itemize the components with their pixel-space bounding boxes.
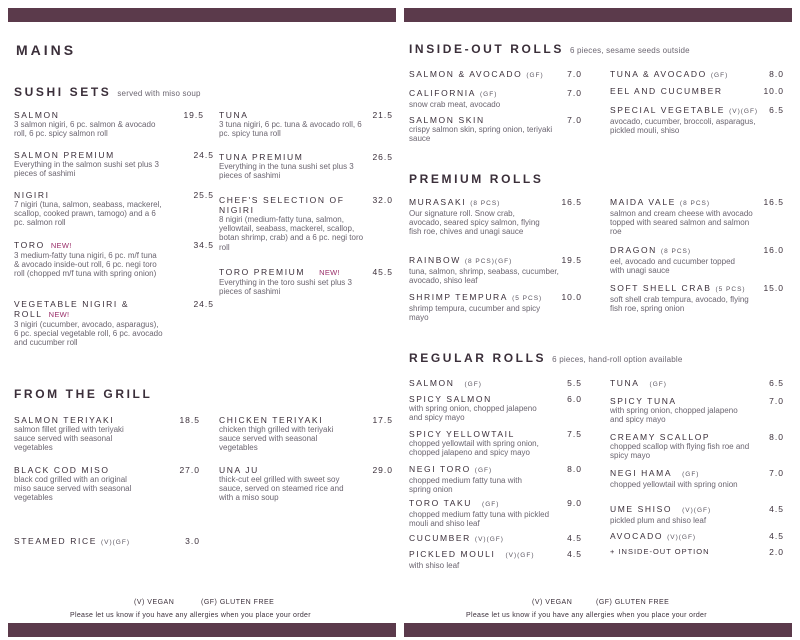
item-price: 16.0	[763, 245, 784, 255]
item-description: chopped yellowtail with spring onion, chopped jalapeno and spicy mayo	[409, 439, 539, 458]
item-description: 8 nigiri (medium-fatty tuna, salmon, yellowtail, seabass, mackerel, scallop, botan shrimp, crab) and a 6 pc. negi toro roll	[219, 215, 364, 252]
dietary-tag: (8 PCS)	[470, 200, 501, 207]
item-description: crispy salmon skin, spring onion, teriyaki sauce	[409, 125, 553, 144]
item-price: 3.0	[185, 536, 200, 546]
item-description: Everything in the salmon sushi set plus 3 pieces of sashimi	[14, 160, 159, 179]
legend-vegan: (V) VEGAN	[134, 599, 175, 606]
item-price: 7.0	[567, 88, 582, 98]
bottom-decorative-bar	[404, 623, 792, 637]
menu-item-toro-premium-set: TORO PREMIUM NEW! 45.5 Everything in the toro sushi set plus 3 pieces of sashimi	[219, 267, 393, 297]
dietary-tag: (GF)	[480, 91, 498, 98]
menu-item-tuna-premium-set: TUNA PREMIUM 26.5 Everything in the tuna sushi set plus 3 pieces of sashimi	[219, 152, 393, 181]
item-description: with spring onion, chopped jalapeno and spicy mayo	[409, 404, 537, 423]
item-price: 6.5	[769, 105, 784, 115]
menu-item-tuna-roll: TUNA (GF) 6.5	[610, 378, 784, 388]
item-description: thick-cut eel grilled with sweet soy sauce, served on steamed rice and with a miso soup	[219, 475, 344, 503]
menu-item-creamy-scallop: CREAMY SCALLOP 8.0 chopped scallop with flying fish roe and spicy mayo	[610, 432, 784, 461]
menu-item-inside-out-option: + INSIDE-OUT OPTION 2.0	[610, 547, 784, 557]
dietary-tag: (8 PCS)	[660, 248, 692, 255]
regular-rolls-heading	[409, 351, 683, 365]
menu-item-vegetable-nigiri-roll: VEGETABLE NIGIRI & ROLL NEW! 24.5 3 nigiri (cucumber, avocado, asparagus), 6 pc. special vegetable roll, 6 pc. avocado and cucumber roll	[14, 299, 214, 348]
sushi-sets-heading	[14, 85, 201, 99]
allergy-note: Please let us know if you have any allergies when you place your order	[70, 612, 311, 619]
item-description: soft shell crab tempura, avocado, flying fish roe, spring onion	[610, 295, 749, 314]
menu-item-salmon-avocado: SALMON & AVOCADO (GF) 7.0	[409, 69, 582, 79]
menu-item-spicy-tuna: SPICY TUNA 7.0 with spring onion, chopped jalapeno and spicy mayo	[610, 396, 784, 425]
item-price: 6.5	[769, 378, 784, 388]
item-description: with spring onion, chopped jalapeno and spicy mayo	[610, 406, 738, 425]
new-badge: NEW!	[50, 241, 72, 250]
dietary-tag: (GF)	[464, 381, 482, 388]
item-price: 21.5	[372, 110, 393, 120]
item-price: 7.0	[769, 468, 784, 478]
menu-item-tuna-set: TUNA 21.5 3 tuna nigiri, 6 pc. tuna & avocado roll, 6 pc. spicy tuna roll	[219, 110, 393, 139]
from-the-grill-title: FROM THE GRILL	[14, 387, 153, 401]
item-description: 7 nigiri (tuna, salmon, seabass, mackerel, scallop, cooked prawn, tamogo) and a 6 pc. salmon roll	[14, 200, 162, 228]
item-price: 4.5	[567, 533, 582, 543]
dietary-tag: (5 PCS)	[715, 286, 746, 293]
item-price: 25.5	[193, 190, 214, 200]
item-description: chopped medium fatty tuna with spring onion	[409, 476, 522, 495]
menu-item-murasaki: MURASAKI (8 PCS) 16.5 Our signature roll. Snow crab, avocado, seared spicy salmon, flying fish roe, chives and unagi sauce	[409, 197, 582, 237]
new-badge: NEW!	[319, 268, 340, 277]
bottom-decorative-bar	[8, 623, 396, 637]
dietary-tag: (V)(GF)	[505, 552, 535, 559]
item-description: chopped medium fatty tuna with pickled mouli and shiso leaf	[409, 510, 550, 529]
item-price: 4.5	[567, 549, 582, 559]
regular-rolls-title: REGULAR ROLLS	[409, 351, 547, 365]
item-price: 8.0	[769, 432, 784, 442]
dietary-tag: (GF)	[482, 501, 500, 508]
menu-item-toro-taku: TORO TAKU (GF) 9.0 chopped medium fatty tuna with pickled mouli and shiso leaf	[409, 498, 582, 529]
menu-item-nigiri-set: NIGIRI 25.5 7 nigiri (tuna, salmon, seabass, mackerel, scallop, cooked prawn, tamogo) and a 6 pc. salmon roll	[14, 190, 214, 228]
allergy-note: Please let us know if you have any allergies when you place your order	[466, 612, 707, 619]
menu-item-maida-vale: MAIDA VALE (8 PCS) 16.5 salmon and cream cheese with avocado topped with seared salmon and salmon roe	[610, 197, 784, 237]
dietary-tag: (V)(GF)	[729, 108, 759, 115]
item-price: 32.0	[372, 195, 393, 205]
sushi-sets-title: SUSHI SETS	[14, 85, 112, 99]
menu-item-negi-hama: NEGI HAMA (GF) 7.0 chopped yellowtail with spring onion	[610, 468, 784, 489]
menu-item-salmon-roll: SALMON (GF) 5.5	[409, 378, 582, 388]
menu-item-eel-cucumber: EEL AND CUCUMBER 10.0	[610, 86, 784, 96]
sushi-sets-note: served with miso soup	[117, 89, 201, 98]
item-price: 7.5	[567, 429, 582, 439]
menu-item-spicy-salmon: SPICY SALMON 6.0 with spring onion, chopped jalapeno and spicy mayo	[409, 394, 582, 423]
item-price: 17.5	[372, 415, 393, 425]
mains-title: MAINS	[16, 42, 77, 58]
item-description: 3 tuna nigiri, 6 pc. tuna & avocado roll, 6 pc. spicy tuna roll	[219, 120, 362, 139]
item-description: black cod grilled with an original miso sauce served with seasonal vegetables	[14, 475, 132, 503]
menu-item-shrimp-tempura: SHRIMP TEMPURA (5 PCS) 10.0 shrimp tempura, cucumber and spicy mayo	[409, 292, 582, 323]
menu-item-salmon-premium-set: SALMON PREMIUM 24.5 Everything in the salmon sushi set plus 3 pieces of sashimi	[14, 150, 214, 179]
menu-item-rainbow: RAINBOW (8 PCS)(GF) 19.5 tuna, salmon, shrimp, seabass, cucumber, avocado, shiso leaf	[409, 255, 582, 286]
item-price: 24.5	[193, 150, 214, 160]
menu-item-avocado: AVOCADO (V)(GF) 4.5	[610, 531, 784, 541]
item-description: eel, avocado and cucumber topped with unagi sauce	[610, 257, 735, 276]
item-description: chopped scallop with flying fish roe and spicy mayo	[610, 442, 750, 461]
dietary-tag: (GF)	[526, 72, 544, 79]
dietary-tag: (V)(GF)	[667, 534, 697, 541]
menu-item-steamed-rice: STEAMED RICE (V)(GF) 3.0	[14, 536, 200, 546]
right-menu-page	[400, 0, 800, 640]
item-price: 9.0	[567, 498, 582, 508]
menu-item-dragon: DRAGON (8 PCS) 16.0 eel, avocado and cucumber topped with unagi sauce	[610, 245, 784, 276]
dietary-tag: (GF)	[474, 467, 493, 474]
legend-vegan: (V) VEGAN	[532, 599, 573, 606]
item-price: 26.5	[372, 152, 393, 162]
item-price: 16.5	[763, 197, 784, 207]
item-price: 5.5	[567, 378, 582, 388]
menu-item-salmon-set: SALMON 19.5 3 salmon nigiri, 6 pc. salmon & avocado roll, 6 pc. spicy salmon roll	[14, 110, 204, 139]
dietary-tag: (GF)	[710, 72, 729, 79]
inside-out-rolls-heading	[409, 42, 690, 56]
item-price: 10.0	[763, 86, 784, 96]
menu-item-salmon-teriyaki: SALMON TERIYAKI 18.5 salmon fillet grilled with teriyaki sauce served with seasonal vegetables	[14, 415, 200, 453]
top-decorative-bar	[404, 8, 792, 22]
dietary-tag: (GF)	[649, 381, 667, 388]
legend-gluten-free: (GF) GLUTEN FREE	[596, 599, 670, 606]
regular-rolls-note: 6 pieces, hand-roll option available	[552, 355, 683, 364]
item-price: 7.0	[567, 115, 582, 125]
menu-item-cucumber: CUCUMBER (V)(GF) 4.5	[409, 533, 582, 543]
menu-item-una-ju: UNA JU 29.0 thick-cut eel grilled with sweet soy sauce, served on steamed rice and with a miso soup	[219, 465, 393, 503]
item-price: 45.5	[372, 267, 393, 277]
menu-item-pickled-mouli: PICKLED MOULI (V)(GF) 4.5 with shiso leaf	[409, 549, 582, 570]
item-description: Everything in the toro sushi set plus 3 pieces of sashimi	[219, 278, 352, 297]
menu-item-ume-shiso: UME SHISO (V)(GF) 4.5 pickled plum and shiso leaf	[610, 504, 784, 525]
item-price: 19.5	[561, 255, 582, 265]
menu-item-special-vegetable: SPECIAL VEGETABLE (V)(GF) 6.5 avocado, cucumber, broccoli, asparagus, pickled mouli, shiso	[610, 105, 784, 136]
item-price: 34.5	[193, 240, 214, 250]
dietary-tag: (V)(GF)	[474, 536, 504, 543]
dietary-tag: (V)(GF)	[100, 539, 130, 546]
dietary-tag: (V)(GF)	[682, 507, 712, 514]
item-price: 10.0	[561, 292, 582, 302]
menu-item-toro-set: TORO NEW! 34.5 3 medium-fatty tuna nigiri, 6 pc. m/f tuna & avocado inside-out roll, 6 pc. negi toro roll (chopped m/f tuna with spring onion)	[14, 240, 214, 279]
inside-out-rolls-title: INSIDE-OUT ROLLS	[409, 42, 564, 56]
item-price: 8.0	[769, 69, 784, 79]
item-description: salmon and cream cheese with avocado topped with seared salmon and salmon roe	[610, 209, 753, 237]
item-description: Our signature roll. Snow crab, avocado, seared spicy salmon, flying fish roe, chives and unagi sauce	[409, 209, 540, 237]
item-price: 7.0	[567, 69, 582, 79]
dietary-tag: (5 PCS)	[512, 295, 543, 302]
menu-item-spicy-yellowtail: SPICY YELLOWTAIL 7.5 chopped yellowtail with spring onion, chopped jalapeno and spicy mayo	[409, 429, 582, 458]
menu-item-negi-toro: NEGI TORO (GF) 8.0 chopped medium fatty tuna with spring onion	[409, 464, 582, 495]
item-price: 16.5	[561, 197, 582, 207]
item-price: 7.0	[769, 396, 784, 406]
item-description: Everything in the tuna sushi set plus 3 pieces of sashimi	[219, 162, 354, 181]
item-description: snow crab meat, avocado	[409, 100, 501, 109]
menu-item-salmon-skin: SALMON SKIN 7.0 crispy salmon skin, spring onion, teriyaki sauce	[409, 115, 582, 144]
item-description: avocado, cucumber, broccoli, asparagus, pickled mouli, shiso	[610, 117, 756, 136]
item-description: chicken thigh grilled with teriyaki sauce served with seasonal vegetables	[219, 425, 334, 453]
item-description: shrimp tempura, cucumber and spicy mayo	[409, 304, 541, 323]
item-price: 8.0	[567, 464, 582, 474]
menu-item-california: CALIFORNIA (GF) 7.0 snow crab meat, avocado	[409, 88, 582, 109]
item-description: 3 medium-fatty tuna nigiri, 6 pc. m/f tuna & avocado inside-out roll, 6 pc. negi toro roll (chopped m/f tuna with spring onion)	[14, 251, 157, 279]
item-price: 6.0	[567, 394, 582, 404]
item-description: salmon fillet grilled with teriyaki sauce served with seasonal vegetables	[14, 425, 124, 453]
item-price: 2.0	[769, 547, 784, 557]
item-description: 3 nigiri (cucumber, avocado, asparagus), 6 pc. special vegetable roll, 6 pc. avocado and cucumber roll	[14, 320, 163, 348]
dietary-tag: (8 PCS)	[679, 200, 711, 207]
item-price: 4.5	[769, 531, 784, 541]
legend-gluten-free: (GF) GLUTEN FREE	[201, 599, 275, 606]
item-price: 4.5	[769, 504, 784, 514]
inside-out-rolls-note: 6 pieces, sesame seeds outside	[569, 46, 690, 55]
item-price: 19.5	[183, 110, 204, 120]
premium-rolls-title: PREMIUM ROLLS	[409, 172, 544, 186]
item-price: 24.5	[193, 299, 214, 309]
item-price: 27.0	[179, 465, 200, 475]
item-price: 15.0	[763, 283, 784, 293]
menu-item-chicken-teriyaki: CHICKEN TERIYAKI 17.5 chicken thigh grilled with teriyaki sauce served with seasonal vegetables	[219, 415, 393, 453]
menu-item-black-cod-miso: BLACK COD MISO 27.0 black cod grilled with an original miso sauce served with seasonal vegetables	[14, 465, 200, 503]
item-price: 18.5	[179, 415, 200, 425]
menu-item-soft-shell-crab: SOFT SHELL CRAB (5 PCS) 15.0 soft shell crab tempura, avocado, flying fish roe, spring onion	[610, 283, 784, 314]
item-price: 29.0	[372, 465, 393, 475]
item-description: chopped yellowtail with spring onion	[610, 480, 738, 489]
menu-item-tuna-avocado: TUNA & AVOCADO (GF) 8.0	[610, 69, 784, 79]
top-decorative-bar	[8, 8, 396, 22]
menu-item-chefs-selection: CHEF'S SELECTION OF NIGIRI 32.0 8 nigiri (medium-fatty tuna, salmon, yellowtail, seabass, mackerel, scallop, botan shrimp, crab) and a 6 pc. negi toro roll	[219, 195, 393, 252]
dietary-tag: (GF)	[682, 471, 700, 478]
item-description: 3 salmon nigiri, 6 pc. salmon & avocado roll, 6 pc. spicy salmon roll	[14, 120, 156, 139]
item-description: pickled plum and shiso leaf	[610, 516, 707, 525]
item-description: tuna, salmon, shrimp, seabass, cucumber, avocado, shiso leaf	[409, 267, 559, 286]
new-badge: NEW!	[48, 310, 70, 319]
dietary-tag: (8 PCS)(GF)	[464, 258, 513, 265]
item-description: with shiso leaf	[409, 561, 460, 570]
